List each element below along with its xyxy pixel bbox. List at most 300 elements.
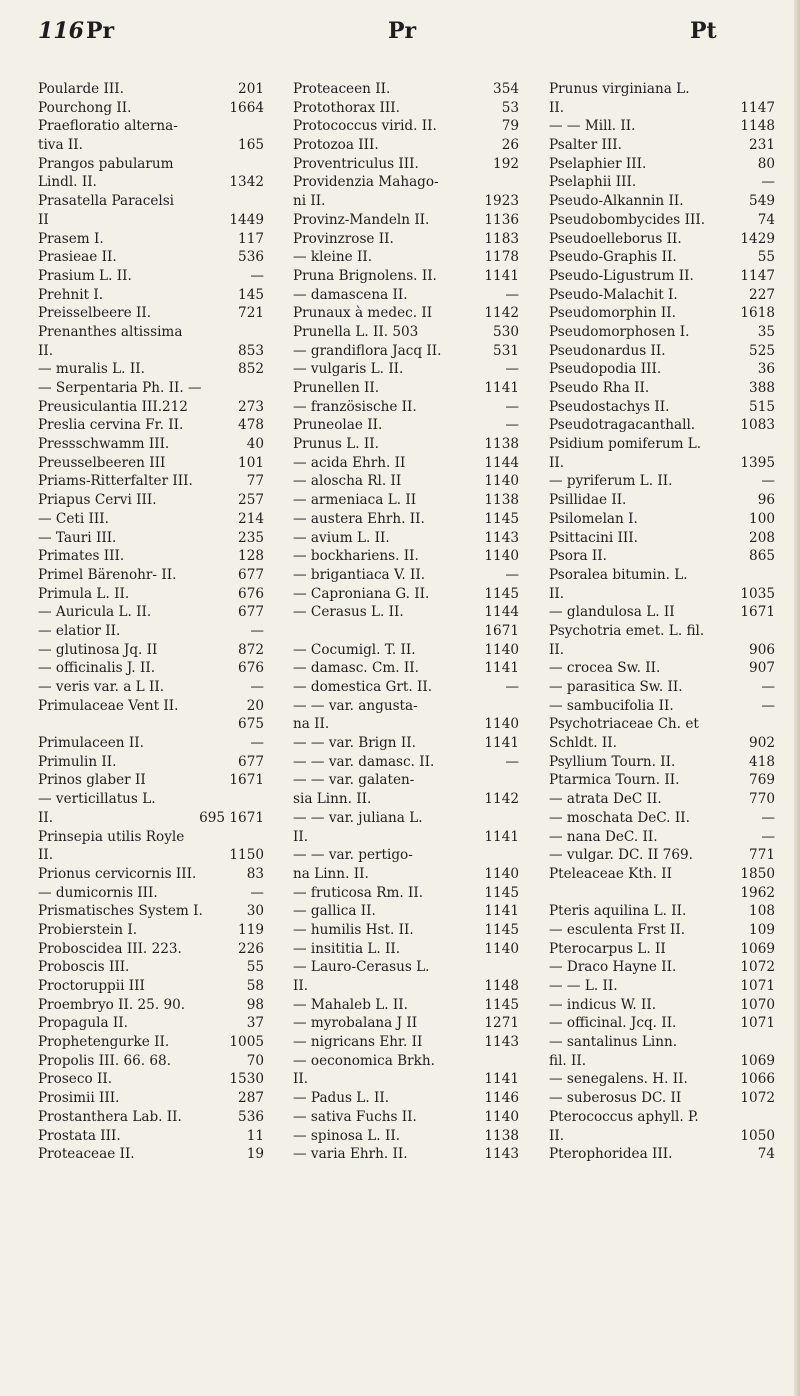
index-entry — [293, 360, 519, 379]
index-entry — [293, 902, 519, 921]
index-entry — [549, 977, 775, 996]
entry-term: Pseudo-Graphis II. — [549, 249, 677, 266]
index-column-3 — [549, 80, 775, 1164]
index-entry — [549, 603, 775, 622]
index-entry — [38, 977, 264, 996]
entry-term: — vulgaris L. II. — [293, 361, 404, 378]
entry-page-ref: 770 — [749, 791, 775, 808]
index-entry — [549, 697, 775, 716]
index-entry — [549, 529, 775, 548]
index-entry — [38, 996, 264, 1015]
index-entry — [293, 809, 519, 828]
entry-page-ref: 1138 — [484, 436, 519, 453]
index-entry — [549, 996, 775, 1015]
entry-term: Praefloratio alterna- — [38, 118, 178, 135]
index-entry — [293, 771, 519, 790]
index-entry — [293, 117, 519, 136]
entry-term: Primula L. II. — [38, 585, 130, 602]
entry-term: Pseudo Rha II. — [549, 380, 650, 396]
entry-term: — — var. angusta- — [293, 697, 418, 714]
entry-page-ref: 273 — [238, 398, 264, 415]
entry-page-ref: 1671 — [484, 622, 519, 639]
entry-term: — varia Ehrh. II. — [293, 1146, 408, 1163]
entry-term: fil. II. — [549, 1052, 587, 1069]
entry-page-ref: 1145 — [484, 996, 519, 1013]
entry-term: Provinzrose II. — [293, 230, 394, 247]
index-entry — [549, 585, 775, 604]
index-entry — [549, 323, 775, 342]
index-entry — [38, 1089, 264, 1108]
entry-page-ref: 1923 — [484, 193, 519, 210]
entry-term: — damascena II. — [293, 286, 408, 303]
index-entry — [549, 99, 775, 118]
index-entry — [293, 1089, 519, 1108]
entry-term: Primel Bärenohr- II. — [38, 566, 177, 583]
entry-term: Pseudoelleborus II. — [549, 230, 682, 247]
entry-term: II — [38, 211, 49, 228]
index-entry — [293, 248, 519, 267]
index-entry — [38, 940, 264, 959]
entry-page-ref: 214 — [238, 510, 264, 527]
entry-term: Pseudo-Ligustrum II. — [549, 267, 694, 284]
entry-term: Prehnit I. — [38, 286, 104, 303]
index-entry — [38, 547, 264, 566]
entry-term: Prinos glaber II — [38, 772, 146, 789]
index-entry — [38, 1014, 264, 1033]
entry-term: na Linn. II. — [293, 865, 369, 882]
entry-page-ref: 227 — [749, 286, 775, 303]
index-entry — [38, 454, 264, 473]
index-entry — [549, 491, 775, 510]
entry-term: Prangos pabularum — [38, 155, 174, 172]
index-entry — [549, 379, 775, 398]
index-entry — [293, 342, 519, 361]
entry-term: Protothorax III. — [293, 99, 400, 116]
index-entry — [38, 771, 264, 790]
entry-page-ref: 257 — [238, 492, 264, 509]
entry-term: ni II. — [293, 193, 326, 210]
index-entry — [549, 80, 775, 99]
entry-page-ref: 1005 — [229, 1034, 264, 1051]
entry-term: Psittacini III. — [549, 529, 638, 546]
index-entry — [38, 136, 264, 155]
index-entry — [549, 1014, 775, 1033]
entry-term: Provinz-Mandeln II. — [293, 211, 430, 228]
index-entry — [38, 342, 264, 361]
entry-page-ref: 1150 — [229, 847, 264, 864]
entry-page-ref: 1050 — [740, 1127, 775, 1144]
entry-page-ref: 515 — [749, 398, 775, 415]
entry-term: — parasitica Sw. II. — [549, 679, 683, 695]
entry-term: — glutinosa Jq. II — [38, 641, 158, 658]
index-entry — [293, 790, 519, 809]
entry-term: II. — [38, 809, 54, 826]
index-entry — [293, 416, 519, 435]
entry-term: Pressschwamm III. — [38, 436, 170, 453]
entry-term: Psychotria emet. L. fil. — [549, 622, 705, 639]
entry-term: Prunella L. II. 503 — [293, 323, 419, 340]
entry-term: Schldt. II. — [549, 735, 617, 752]
entry-page-ref: 1148 — [484, 978, 519, 994]
entry-page-ref: 677 — [238, 566, 264, 583]
index-entry — [38, 491, 264, 510]
entry-term: — Auricula L. II. — [38, 604, 152, 621]
entry-term: — officinal. Jcq. II. — [549, 1015, 677, 1032]
entry-page-ref: — — [761, 697, 775, 714]
entry-page-ref: — — [505, 679, 519, 695]
entry-term: Proboscidea III. 223. — [38, 940, 182, 957]
entry-term: II. — [549, 1127, 565, 1144]
entry-page-ref: 1140 — [484, 548, 519, 565]
entry-term: II. — [549, 585, 565, 602]
entry-page-ref: 109 — [749, 921, 775, 938]
entry-term: — myrobalana J II — [293, 1015, 418, 1032]
entry-term: sia Linn. II. — [293, 791, 372, 808]
index-entry — [38, 1145, 264, 1164]
entry-page-ref: 478 — [238, 417, 264, 434]
entry-term: Ptarmica Tourn. II. — [549, 772, 680, 789]
index-entry — [549, 659, 775, 678]
entry-term: Prinsepia utilis Royle — [38, 828, 185, 845]
page-number: 116 — [38, 18, 84, 44]
entry-page-ref: 79 — [501, 118, 519, 135]
entry-term: Primates III. — [38, 548, 125, 565]
entry-page-ref: — — [761, 174, 775, 191]
entry-page-ref: — — [761, 828, 775, 845]
index-entry — [549, 622, 775, 641]
entry-page-ref: 865 — [749, 548, 775, 565]
entry-page-ref: 1850 — [740, 865, 775, 882]
entry-page-ref: 165 — [238, 137, 264, 154]
index-entry — [293, 622, 519, 641]
entry-term: na II. — [293, 716, 330, 733]
entry-term: — austera Ehrh. II. — [293, 510, 425, 527]
entry-page-ref: — — [505, 361, 519, 378]
entry-page-ref: 1148 — [740, 118, 775, 135]
entry-page-ref: 235 — [238, 529, 264, 546]
entry-page-ref: 1144 — [484, 454, 519, 471]
index-entry — [293, 173, 519, 192]
entry-term: — crocea Sw. II. — [549, 660, 661, 677]
entry-term: Psora II. — [549, 548, 607, 565]
entry-term: — vulgar. DC. II 769. — [549, 847, 693, 864]
entry-page-ref: 1183 — [484, 230, 519, 247]
entry-term: Psoralea bitumin. L. — [549, 566, 688, 583]
index-entry — [549, 211, 775, 230]
entry-page-ref: 30 — [246, 903, 264, 920]
index-entry — [293, 230, 519, 249]
entry-page-ref: 74 — [757, 1146, 775, 1163]
entry-page-ref: 1143 — [484, 529, 519, 546]
entry-page-ref: 536 — [238, 249, 264, 266]
index-entry — [38, 173, 264, 192]
entry-page-ref: 1140 — [484, 1108, 519, 1125]
entry-page-ref: 53 — [501, 99, 519, 116]
entry-term: Proctoruppii III — [38, 978, 145, 994]
entry-term: Poularde III. — [38, 81, 124, 97]
index-entry — [549, 286, 775, 305]
entry-page-ref: 83 — [246, 865, 264, 882]
index-entry — [38, 753, 264, 772]
index-entry — [293, 996, 519, 1015]
entry-term: Psilomelan I. — [549, 510, 638, 527]
entry-page-ref: 677 — [238, 604, 264, 621]
entry-term: II. — [293, 1071, 309, 1088]
entry-page-ref: 58 — [246, 978, 264, 994]
entry-term: Prunaux à medec. II — [293, 305, 433, 322]
entry-term: — spinosa L. II. — [293, 1127, 401, 1144]
entry-term: — sativa Fuchs II. — [293, 1108, 417, 1125]
index-entry — [293, 641, 519, 660]
entry-page-ref: 1069 — [740, 940, 775, 957]
index-entry — [549, 1089, 775, 1108]
index-entry — [293, 865, 519, 884]
entry-page-ref: 852 — [238, 361, 264, 378]
entry-page-ref: 35 — [757, 323, 775, 340]
index-entry — [38, 80, 264, 99]
index-entry — [38, 379, 264, 398]
entry-term: — Cocumigl. T. II. — [293, 641, 416, 658]
entry-page-ref: 226 — [238, 940, 264, 957]
entry-term: — Padus L. II. — [293, 1090, 390, 1107]
index-entry — [38, 398, 264, 417]
index-entry — [38, 585, 264, 604]
entry-term: — damasc. Cm. II. — [293, 660, 419, 677]
entry-term: Pruna Brignolens. II. — [293, 267, 437, 284]
entry-page-ref: 101 — [238, 454, 264, 471]
entry-term: Prasieae II. — [38, 249, 117, 266]
index-entry — [549, 678, 775, 697]
index-entry — [549, 192, 775, 211]
entry-page-ref: 1141 — [484, 267, 519, 284]
entry-page-ref: 907 — [749, 660, 775, 677]
index-entry — [549, 809, 775, 828]
entry-term: Primulaceae Vent II. — [38, 697, 179, 714]
index-entry — [549, 902, 775, 921]
entry-term: Pseudobombycides III. — [549, 211, 706, 228]
index-entry — [293, 940, 519, 959]
entry-term: — dumicornis III. — [38, 884, 158, 901]
index-entry — [293, 155, 519, 174]
index-entry — [549, 884, 775, 903]
index-entry — [293, 1033, 519, 1052]
entry-term: Pterophoridea III. — [549, 1146, 673, 1163]
index-entry — [293, 267, 519, 286]
index-entry — [293, 921, 519, 940]
index-entry — [293, 958, 519, 977]
entry-page-ref: 1141 — [484, 660, 519, 677]
entry-term: — atrata DeC II. — [549, 791, 662, 808]
entry-page-ref: 1141 — [484, 735, 519, 752]
index-entry — [293, 1145, 519, 1164]
entry-term: Prenanthes altissima — [38, 323, 183, 340]
index-entry — [549, 1127, 775, 1146]
entry-term: Pruneolae II. — [293, 417, 383, 434]
entry-page-ref: 675 — [238, 716, 264, 733]
index-entry — [549, 753, 775, 772]
entry-page-ref: 1069 — [740, 1052, 775, 1069]
index-entry — [38, 809, 264, 828]
index-entry — [293, 99, 519, 118]
entry-term: Psillidae II. — [549, 492, 627, 509]
entry-term: — acida Ehrh. II — [293, 454, 406, 471]
index-entry — [549, 1033, 775, 1052]
index-entry — [38, 902, 264, 921]
entry-page-ref: 192 — [493, 155, 519, 172]
entry-term: — kleine II. — [293, 249, 373, 266]
entry-term: II. — [38, 342, 54, 359]
index-entry — [38, 865, 264, 884]
entry-term: — Serpentaria Ph. II. — — [38, 380, 202, 396]
entry-page-ref: 1141 — [484, 1071, 519, 1088]
index-entry — [38, 828, 264, 847]
index-entry — [38, 304, 264, 323]
entry-page-ref: 98 — [246, 996, 264, 1013]
index-entry — [293, 136, 519, 155]
entry-term: Priams-Ritterfalter III. — [38, 473, 193, 490]
index-entry — [293, 1127, 519, 1146]
entry-page-ref: 1072 — [740, 1090, 775, 1107]
entry-term: — — var. pertigo- — [293, 847, 413, 864]
entry-term: II. — [549, 99, 565, 116]
entry-page-ref: 1618 — [740, 305, 775, 322]
entry-term: Psychotriaceae Ch. et — [549, 716, 699, 733]
index-entry — [38, 360, 264, 379]
index-entry — [293, 547, 519, 566]
entry-page-ref: 231 — [749, 137, 775, 154]
index-entry — [293, 884, 519, 903]
entry-page-ref: 11 — [246, 1127, 264, 1144]
entry-page-ref: 40 — [246, 436, 264, 453]
entry-term: — officinalis J. II. — [38, 660, 156, 677]
index-entry — [293, 323, 519, 342]
entry-term: — oeconomica Brkh. — [293, 1052, 435, 1069]
index-entry — [293, 286, 519, 305]
entry-page-ref: 1530 — [229, 1071, 264, 1088]
entry-page-ref: — — [250, 884, 264, 901]
entry-page-ref: 418 — [749, 753, 775, 770]
index-entry — [38, 416, 264, 435]
index-entry — [549, 1145, 775, 1164]
entry-page-ref: 695 1671 — [199, 809, 264, 826]
entry-term: Preisselbeere II. — [38, 305, 152, 322]
entry-page-ref: 769 — [749, 772, 775, 789]
entry-term: Pseudonardus II. — [549, 342, 666, 359]
entry-term: Pselaphier III. — [549, 155, 647, 172]
entry-term: — glandulosa L. II — [549, 604, 675, 621]
entry-term: — humilis Hst. II. — [293, 921, 414, 938]
index-entry — [38, 230, 264, 249]
entry-term: Propagula II. — [38, 1015, 128, 1032]
index-entry — [549, 1108, 775, 1127]
entry-page-ref: 1145 — [484, 921, 519, 938]
index-entry — [549, 398, 775, 417]
index-entry — [38, 884, 264, 903]
entry-page-ref: 1140 — [484, 940, 519, 957]
entry-term: Psyllium Tourn. II. — [549, 753, 676, 770]
index-entry — [38, 529, 264, 548]
entry-term: Prunus L. II. — [293, 436, 379, 453]
entry-term: Primulaceen II. — [38, 735, 144, 752]
entry-page-ref: 77 — [246, 473, 264, 490]
entry-term: Pteleaceae Kth. II — [549, 865, 673, 882]
index-entry — [293, 472, 519, 491]
entry-page-ref: — — [505, 417, 519, 434]
entry-page-ref: 1143 — [484, 1146, 519, 1163]
page-header — [0, 0, 800, 60]
entry-page-ref: 549 — [749, 193, 775, 210]
index-entry — [549, 1070, 775, 1089]
entry-page-ref: 55 — [246, 959, 264, 976]
entry-term: II. — [293, 978, 309, 994]
entry-term: — veris var. a L II. — [38, 679, 165, 695]
index-entry — [549, 472, 775, 491]
guide-word-left: Pr — [86, 18, 115, 44]
index-entry — [293, 678, 519, 697]
entry-page-ref: 1962 — [740, 884, 775, 901]
entry-term: Prasium L. II. — [38, 267, 132, 284]
entry-page-ref: 1271 — [484, 1015, 519, 1032]
entry-term: — nigricans Ehr. II — [293, 1034, 423, 1051]
entry-page-ref: 1142 — [484, 305, 519, 322]
entry-term: — santalinus Linn. — [549, 1034, 678, 1051]
entry-page-ref: 721 — [238, 305, 264, 322]
entry-term: — Cerasus L. II. — [293, 604, 404, 621]
index-entry — [549, 921, 775, 940]
entry-page-ref: 1178 — [484, 249, 519, 266]
index-entry — [38, 846, 264, 865]
entry-page-ref: 19 — [246, 1146, 264, 1163]
entry-term: Pselaphii III. — [549, 174, 637, 191]
entry-term: Pseudo-Malachit I. — [549, 286, 678, 303]
entry-term: — Draco Hayne II. — [549, 959, 677, 976]
entry-page-ref: 530 — [493, 323, 519, 340]
entry-page-ref: 771 — [749, 847, 775, 864]
index-entry — [38, 958, 264, 977]
entry-term: — elatior II. — [38, 622, 121, 639]
entry-page-ref: 108 — [749, 903, 775, 920]
index-entry — [293, 192, 519, 211]
entry-term: — bockhariens. II. — [293, 548, 419, 565]
entry-page-ref: 208 — [749, 529, 775, 546]
entry-page-ref: 1083 — [740, 417, 775, 434]
entry-page-ref: 1140 — [484, 865, 519, 882]
index-entry — [549, 416, 775, 435]
entry-term: — Caproniana G. II. — [293, 585, 430, 602]
entry-term: Pseudostachys II. — [549, 398, 670, 415]
index-entry — [549, 304, 775, 323]
entry-term: Prunus virginiana L. — [549, 81, 690, 97]
entry-page-ref: 20 — [246, 697, 264, 714]
index-entry — [38, 641, 264, 660]
entry-term: — grandiflora Jacq II. — [293, 342, 442, 359]
entry-term: — esculenta Frst II. — [549, 921, 686, 938]
index-entry — [549, 360, 775, 379]
entry-page-ref: 1141 — [484, 903, 519, 920]
entry-term: Proteaceae II. — [38, 1146, 135, 1163]
index-entry — [293, 435, 519, 454]
index-entry — [38, 659, 264, 678]
index-entry — [549, 155, 775, 174]
entry-term: — Tauri III. — [38, 529, 117, 546]
entry-page-ref: 70 — [246, 1052, 264, 1069]
index-entry — [293, 1052, 519, 1071]
entry-page-ref: 1671 — [229, 772, 264, 789]
entry-page-ref: 1140 — [484, 473, 519, 490]
index-entry — [549, 865, 775, 884]
index-entry — [38, 510, 264, 529]
entry-term: II. — [293, 828, 309, 845]
